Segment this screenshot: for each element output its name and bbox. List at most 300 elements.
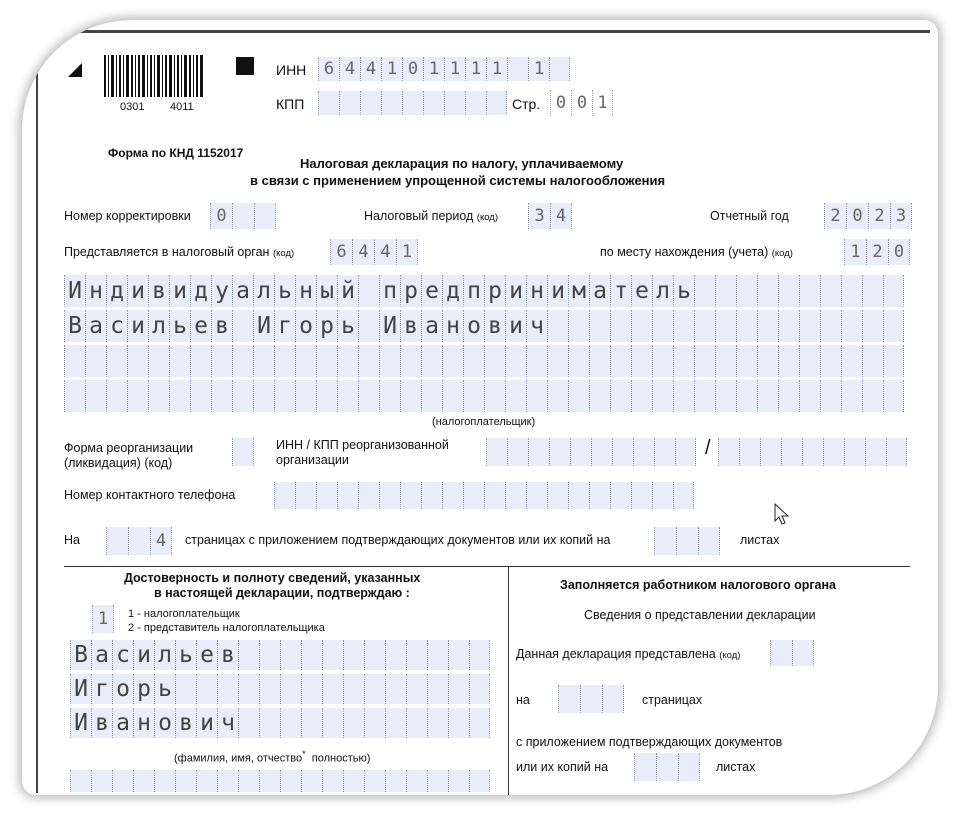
char-cell: в — [91, 708, 112, 738]
char-cell — [91, 770, 112, 792]
char-cell: т — [610, 275, 631, 307]
reorg-inn-label-2: организации — [276, 453, 349, 467]
char-cell — [678, 753, 700, 781]
char-cell — [379, 345, 400, 377]
office-attach-line: с приложением подтверждающих документов — [516, 735, 783, 749]
char-cell — [757, 380, 778, 412]
char-cell — [259, 770, 280, 792]
office-pages-label: страницах — [642, 693, 703, 707]
authority-label: Представляется в налоговый орган (код) — [64, 245, 295, 259]
confirm-heading-2: в настоящей декларации, подтверждаю : — [154, 586, 410, 600]
char-cell — [694, 380, 715, 412]
char-cell — [402, 91, 423, 115]
char-cell — [448, 770, 469, 792]
char-cell: а — [91, 640, 112, 670]
page-label: Стр. — [512, 96, 541, 112]
char-cell — [106, 527, 128, 555]
char-cell — [820, 345, 841, 377]
tax-declaration-sheet — [36, 30, 930, 793]
char-cell — [280, 708, 301, 738]
char-cell — [343, 674, 364, 704]
char-cell: И — [253, 310, 274, 342]
char-cell — [364, 674, 385, 704]
char-cell — [715, 380, 736, 412]
char-cell: е — [190, 310, 211, 342]
char-cell — [883, 275, 904, 307]
reorg-code-field — [232, 438, 254, 466]
office-sheets-label: листах — [716, 760, 756, 774]
char-cell — [589, 380, 610, 412]
office-pages-field — [558, 685, 624, 713]
char-cell: и — [133, 640, 154, 670]
char-cell — [427, 674, 448, 704]
char-cell — [358, 345, 379, 377]
char-cell: 6 — [330, 239, 352, 265]
char-cell: 1 — [423, 57, 444, 81]
char-cell: 0 — [846, 203, 868, 229]
char-cell — [673, 310, 694, 342]
reorg-label-1: Форма реорганизации — [64, 441, 194, 455]
char-cell — [612, 438, 633, 466]
char-cell — [656, 753, 678, 781]
char-cell: ы — [316, 275, 337, 307]
char-cell — [169, 380, 190, 412]
char-cell — [799, 310, 820, 342]
char-cell: в — [217, 640, 238, 670]
char-cell — [133, 770, 154, 792]
form-title-line2: в связи с применением упрощенной системы налогообложения — [250, 173, 666, 188]
signer-extra-row — [70, 770, 490, 792]
kpp-field — [318, 91, 507, 115]
char-cell — [526, 345, 547, 377]
char-cell: 4 — [339, 57, 360, 81]
period-label: Налоговый период (код) — [364, 209, 499, 223]
char-cell — [238, 640, 259, 670]
char-cell — [799, 380, 820, 412]
char-cell: й — [337, 275, 358, 307]
char-cell — [463, 345, 484, 377]
char-cell: 2 — [866, 239, 888, 265]
char-cell — [862, 380, 883, 412]
char-cell — [862, 275, 883, 307]
char-cell — [610, 482, 631, 509]
barcode-icon — [102, 55, 206, 97]
char-cell — [301, 640, 322, 670]
char-cell: д — [106, 275, 127, 307]
correction-label: Номер корректировки — [64, 209, 191, 223]
char-cell — [507, 57, 528, 81]
char-cell — [778, 275, 799, 307]
char-cell — [448, 708, 469, 738]
char-cell — [757, 310, 778, 342]
barcode-image — [102, 55, 206, 97]
char-cell — [364, 770, 385, 792]
char-cell — [778, 310, 799, 342]
char-cell — [781, 438, 802, 466]
char-cell: 2 — [868, 203, 890, 229]
section-divider — [64, 566, 910, 567]
char-cell: и — [505, 310, 526, 342]
char-cell — [211, 345, 232, 377]
char-cell — [423, 91, 444, 115]
form-knd: Форма по КНД 1152017 — [108, 146, 244, 160]
char-cell — [343, 770, 364, 792]
char-cell: 4 — [150, 527, 172, 555]
char-cell — [547, 482, 568, 509]
char-cell: ь — [169, 310, 190, 342]
char-cell — [280, 640, 301, 670]
char-cell — [862, 345, 883, 377]
char-cell — [385, 708, 406, 738]
char-cell: и — [547, 275, 568, 307]
char-cell: н — [442, 310, 463, 342]
char-cell — [736, 380, 757, 412]
char-cell — [232, 380, 253, 412]
char-cell — [127, 345, 148, 377]
char-cell: ь — [274, 275, 295, 307]
char-cell: п — [379, 275, 400, 307]
char-cell — [385, 770, 406, 792]
char-cell — [757, 275, 778, 307]
char-cell — [883, 310, 904, 342]
char-cell — [841, 380, 862, 412]
char-cell — [823, 438, 844, 466]
confirm-option-1: 1 - налогоплательщик — [128, 608, 240, 620]
char-cell: В — [70, 640, 91, 670]
char-cell: о — [112, 674, 133, 704]
char-cell: 1 — [592, 90, 613, 116]
char-cell — [217, 770, 238, 792]
char-cell — [673, 345, 694, 377]
char-cell — [238, 770, 259, 792]
char-cell — [652, 345, 673, 377]
mouse-cursor-icon — [774, 503, 790, 532]
char-cell — [444, 91, 465, 115]
char-cell — [232, 345, 253, 377]
reorg-label-2: (ликвидация) (код) — [64, 456, 173, 470]
period-field — [528, 203, 572, 229]
char-cell — [190, 345, 211, 377]
char-cell — [883, 380, 904, 412]
char-cell — [400, 345, 421, 377]
char-cell — [128, 527, 150, 555]
char-cell — [316, 345, 337, 377]
char-cell — [528, 438, 549, 466]
char-cell — [505, 345, 526, 377]
char-cell — [381, 91, 402, 115]
char-cell — [673, 482, 694, 509]
page-field — [550, 90, 613, 116]
char-cell: р — [133, 674, 154, 704]
char-cell — [448, 674, 469, 704]
corner-marker-left — [68, 63, 82, 77]
char-cell — [190, 380, 211, 412]
char-cell: а — [421, 310, 442, 342]
char-cell — [322, 674, 343, 704]
char-cell — [694, 275, 715, 307]
char-cell — [295, 482, 316, 509]
char-cell: И — [379, 310, 400, 342]
char-cell: н — [85, 275, 106, 307]
barcode-number-left: 0301 — [120, 101, 145, 113]
taxpayer-row-3 — [64, 345, 904, 377]
char-cell — [427, 640, 448, 670]
reorg-slash: / — [705, 437, 711, 459]
char-cell: 1 — [381, 57, 402, 81]
char-cell: 0 — [888, 239, 910, 265]
char-cell: 3 — [890, 203, 912, 229]
char-cell — [589, 345, 610, 377]
char-cell: г — [91, 674, 112, 704]
char-cell: 6 — [318, 57, 339, 81]
char-cell — [448, 640, 469, 670]
char-cell — [736, 275, 757, 307]
char-cell: ь — [175, 640, 196, 670]
char-cell: л — [154, 640, 175, 670]
barcode-number-right: 4011 — [170, 101, 194, 113]
confirm-code-field — [92, 605, 114, 633]
inn-label: ИНН — [276, 62, 307, 78]
char-cell — [570, 438, 591, 466]
confirm-option-2: 2 - представитель налогоплательщика — [128, 622, 325, 634]
signer-patronymic-row — [70, 708, 490, 738]
char-cell — [238, 708, 259, 738]
year-label: Отчетный год — [710, 209, 789, 223]
char-cell — [568, 345, 589, 377]
char-cell: ч — [526, 310, 547, 342]
char-cell — [469, 674, 490, 704]
char-cell: 4 — [374, 239, 396, 265]
char-cell: в — [484, 310, 505, 342]
char-cell — [364, 640, 385, 670]
char-cell: и — [127, 310, 148, 342]
char-cell — [316, 380, 337, 412]
char-cell — [484, 482, 505, 509]
reorg-inn-label-1: ИНН / КПП реорганизованной — [276, 438, 449, 452]
char-cell — [154, 770, 175, 792]
char-cell — [652, 380, 673, 412]
char-cell — [232, 438, 254, 466]
char-cell — [507, 438, 528, 466]
char-cell — [64, 345, 85, 377]
char-cell — [385, 674, 406, 704]
signer-surname-row — [70, 640, 490, 670]
char-cell — [259, 708, 280, 738]
char-cell — [358, 482, 379, 509]
char-cell: л — [148, 310, 169, 342]
char-cell — [406, 708, 427, 738]
char-cell — [568, 310, 589, 342]
char-cell — [421, 482, 442, 509]
char-cell — [274, 345, 295, 377]
char-cell — [442, 345, 463, 377]
char-cell — [757, 345, 778, 377]
char-cell — [505, 482, 526, 509]
char-cell: ь — [154, 674, 175, 704]
char-cell — [322, 708, 343, 738]
char-cell — [589, 482, 610, 509]
place-field — [844, 239, 910, 265]
char-cell — [602, 685, 624, 713]
char-cell — [106, 345, 127, 377]
char-cell — [442, 482, 463, 509]
inn-field — [318, 57, 570, 81]
char-cell — [280, 770, 301, 792]
char-cell — [85, 345, 106, 377]
corner-marker-right — [236, 57, 254, 75]
char-cell — [469, 640, 490, 670]
char-cell — [274, 482, 295, 509]
char-cell — [406, 770, 427, 792]
char-cell — [778, 380, 799, 412]
char-cell — [469, 770, 490, 792]
char-cell — [610, 310, 631, 342]
char-cell — [358, 275, 379, 307]
char-cell — [505, 380, 526, 412]
form-title-line1: Налоговая декларация по налогу, уплачиваемому — [300, 156, 624, 171]
char-cell — [718, 438, 739, 466]
char-cell: с — [112, 640, 133, 670]
char-cell — [673, 380, 694, 412]
char-cell — [526, 482, 547, 509]
char-cell: о — [295, 310, 316, 342]
char-cell — [238, 674, 259, 704]
char-cell: е — [631, 275, 652, 307]
char-cell — [652, 310, 673, 342]
char-cell: и — [169, 275, 190, 307]
char-cell — [465, 91, 486, 115]
char-cell — [463, 482, 484, 509]
char-cell — [421, 380, 442, 412]
char-cell — [232, 310, 253, 342]
char-cell: 1 — [465, 57, 486, 81]
char-cell: и — [196, 708, 217, 738]
char-cell: 1 — [528, 57, 549, 81]
char-cell — [484, 380, 505, 412]
char-cell: а — [589, 275, 610, 307]
char-cell: а — [112, 708, 133, 738]
char-cell — [631, 380, 652, 412]
char-cell: л — [253, 275, 274, 307]
correction-field — [210, 203, 276, 229]
signer-name-row — [70, 674, 490, 704]
char-cell — [526, 380, 547, 412]
char-cell — [486, 91, 507, 115]
taxpayer-row-4 — [64, 380, 904, 412]
char-cell — [841, 345, 862, 377]
char-cell — [316, 482, 337, 509]
char-cell — [715, 310, 736, 342]
char-cell: д — [190, 275, 211, 307]
char-cell — [358, 310, 379, 342]
char-cell: н — [295, 275, 316, 307]
reorg-inn-field — [486, 438, 696, 466]
char-cell — [469, 708, 490, 738]
char-cell — [253, 345, 274, 377]
char-cell — [196, 674, 217, 704]
kpp-label: КПП — [276, 96, 305, 112]
char-cell — [85, 380, 106, 412]
char-cell — [486, 438, 507, 466]
char-cell — [610, 345, 631, 377]
char-cell — [379, 380, 400, 412]
char-cell: ь — [337, 310, 358, 342]
char-cell — [820, 275, 841, 307]
char-cell: е — [421, 275, 442, 307]
column-divider — [508, 566, 509, 795]
char-cell — [883, 345, 904, 377]
char-cell — [343, 640, 364, 670]
char-cell — [865, 438, 886, 466]
char-cell: 1 — [92, 605, 114, 633]
char-cell — [196, 770, 217, 792]
char-cell — [631, 482, 652, 509]
char-cell — [799, 345, 820, 377]
char-cell — [631, 345, 652, 377]
char-cell — [400, 380, 421, 412]
office-heading: Заполняется работником налогового органа — [560, 578, 837, 592]
confirm-heading-1: Достоверность и полноту сведений, указанных — [124, 571, 421, 585]
pages-field — [106, 527, 172, 555]
char-cell: д — [442, 275, 463, 307]
char-cell — [360, 91, 381, 115]
signer-caption: (фамилия, имя, отчество* полностью) — [174, 749, 371, 765]
pages-prefix: На — [64, 533, 80, 547]
char-cell: 1 — [396, 239, 418, 265]
pages-text: страницах с приложением подтверждающих документов или их копий на — [185, 533, 611, 547]
char-cell — [739, 438, 760, 466]
office-sheets-field — [634, 753, 700, 781]
char-cell: в — [148, 275, 169, 307]
char-cell — [442, 380, 463, 412]
char-cell — [715, 345, 736, 377]
char-cell — [676, 527, 698, 555]
char-cell — [337, 380, 358, 412]
char-cell: ь — [673, 275, 694, 307]
char-cell — [568, 380, 589, 412]
char-cell: р — [484, 275, 505, 307]
char-cell: о — [154, 708, 175, 738]
char-cell — [358, 380, 379, 412]
char-cell: н — [526, 275, 547, 307]
char-cell: л — [652, 275, 673, 307]
phone-label: Номер контактного телефона — [64, 488, 236, 502]
char-cell — [760, 438, 781, 466]
year-field — [824, 203, 912, 229]
char-cell — [322, 770, 343, 792]
char-cell: р — [400, 275, 421, 307]
char-cell — [802, 438, 823, 466]
char-cell — [698, 527, 720, 555]
char-cell — [211, 380, 232, 412]
char-cell — [841, 310, 862, 342]
authority-field — [330, 239, 418, 265]
char-cell — [64, 380, 85, 412]
char-cell — [127, 380, 148, 412]
char-cell — [589, 310, 610, 342]
char-cell — [318, 91, 339, 115]
office-on-label: на — [516, 693, 530, 707]
char-cell: м — [568, 275, 589, 307]
char-cell — [175, 674, 196, 704]
char-cell — [634, 753, 656, 781]
document-frame — [22, 20, 938, 795]
char-cell — [633, 438, 654, 466]
char-cell — [280, 674, 301, 704]
char-cell: 1 — [486, 57, 507, 81]
char-cell: е — [196, 640, 217, 670]
char-cell — [259, 640, 280, 670]
